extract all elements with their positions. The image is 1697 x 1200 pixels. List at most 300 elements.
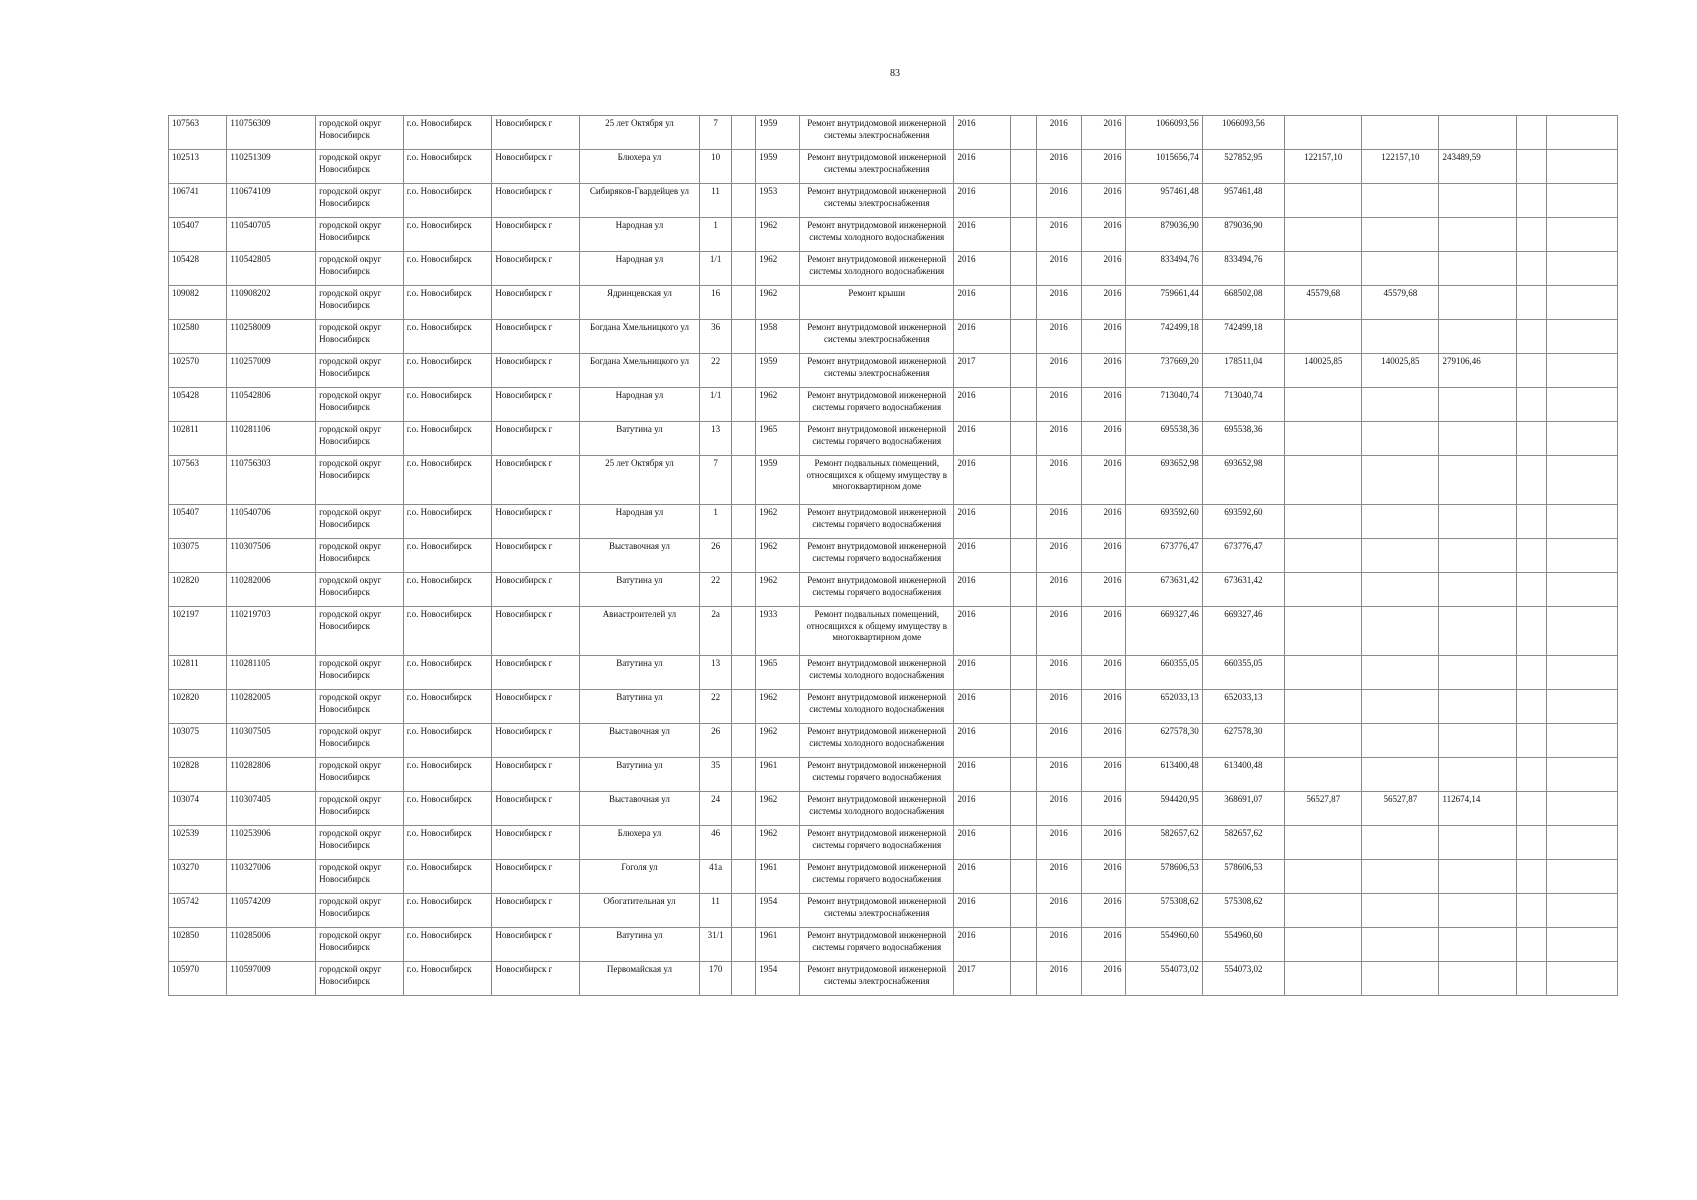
cell-street: Авиастроителей ул [579,607,699,656]
cell-record-id: 102539 [169,826,227,860]
cell-building [732,184,756,218]
cell-year-built: 1962 [756,286,800,320]
cell-work-type: Ремонт внутридомовой инженерной системы электроснабжения [800,184,954,218]
cell-year-built: 1962 [756,690,800,724]
cell-end-year: 2016 [1081,184,1125,218]
cell-start-year: 2016 [1036,962,1081,996]
cell-street: Блюхера ул [579,826,699,860]
cell-budget-share-b [1362,607,1439,656]
cell-record-id: 106741 [169,184,227,218]
cell-object-code: 110251309 [227,150,316,184]
cell-year-built: 1965 [756,422,800,456]
cell-year-built: 1959 [756,456,800,505]
cell-house-number: 7 [699,116,731,150]
table-row [169,539,1618,573]
cell-municipality: городской округ Новосибирск [316,456,404,505]
cell-municipality: городской округ Новосибирск [316,388,404,422]
cell-city: Новосибирск г [492,252,580,286]
cell-start-year: 2016 [1036,607,1081,656]
cell-settlement: г.о. Новосибирск [403,422,492,456]
cell-col-21 [1546,150,1617,184]
cell-col-12 [1010,656,1036,690]
cell-col-12 [1010,422,1036,456]
cell-object-code: 110756303 [227,456,316,505]
cell-year-built: 1959 [756,150,800,184]
cell-start-year: 2016 [1036,656,1081,690]
cell-end-year: 2016 [1081,573,1125,607]
cell-municipality: городской округ Новосибирск [316,724,404,758]
cell-settlement: г.о. Новосибирск [403,928,492,962]
cell-building [732,962,756,996]
cell-budget-share-b [1362,928,1439,962]
cell-settlement: г.о. Новосибирск [403,116,492,150]
cell-year-built: 1962 [756,792,800,826]
cell-end-year: 2016 [1081,656,1125,690]
cell-end-year: 2016 [1081,894,1125,928]
cell-plan-year: 2017 [954,354,1010,388]
cell-settlement: г.о. Новосибирск [403,758,492,792]
cell-work-type: Ремонт внутридомовой инженерной системы горячего водоснабжения [800,573,954,607]
cell-record-id: 107563 [169,456,227,505]
cell-street: Обогатительная ул [579,894,699,928]
cell-settlement: г.о. Новосибирск [403,894,492,928]
cell-fund-amount: 673776,47 [1202,539,1284,573]
cell-year-built: 1962 [756,505,800,539]
cell-building [732,388,756,422]
cell-year-built: 1961 [756,928,800,962]
cell-house-number: 41а [699,860,731,894]
cell-plan-year: 2016 [954,690,1010,724]
cell-settlement: г.о. Новосибирск [403,826,492,860]
table-row [169,320,1618,354]
cell-object-code: 110307405 [227,792,316,826]
cell-municipality: городской округ Новосибирск [316,286,404,320]
cell-settlement: г.о. Новосибирск [403,218,492,252]
cell-municipality: городской округ Новосибирск [316,758,404,792]
cell-col-12 [1010,252,1036,286]
cell-col-12 [1010,320,1036,354]
table-row [169,286,1618,320]
cell-col-21 [1546,456,1617,505]
cell-city: Новосибирск г [492,456,580,505]
repair-registry-table [168,115,1618,996]
table-row [169,860,1618,894]
cell-plan-year: 2016 [954,388,1010,422]
cell-budget-sum [1439,573,1516,607]
cell-end-year: 2016 [1081,505,1125,539]
cell-budget-share-b: 122157,10 [1362,150,1439,184]
cell-work-type: Ремонт внутридомовой инженерной системы холодного водоснабжения [800,690,954,724]
cell-budget-share-b [1362,758,1439,792]
cell-work-type: Ремонт внутридомовой инженерной системы электроснабжения [800,962,954,996]
cell-budget-share-b [1362,894,1439,928]
cell-street: Гоголя ул [579,860,699,894]
table-row [169,792,1618,826]
cell-street: 25 лет Октября ул [579,116,699,150]
cell-municipality: городской округ Новосибирск [316,690,404,724]
cell-work-type: Ремонт внутридомовой инженерной системы холодного водоснабжения [800,218,954,252]
cell-settlement: г.о. Новосибирск [403,607,492,656]
cell-fund-amount: 668502,08 [1202,286,1284,320]
cell-budget-share-b: 140025,85 [1362,354,1439,388]
cell-budget-share-b: 45579,68 [1362,286,1439,320]
cell-city: Новосибирск г [492,286,580,320]
cell-budget-share-b [1362,218,1439,252]
cell-street: Ватутина ул [579,422,699,456]
cell-work-type: Ремонт внутридомовой инженерной системы горячего водоснабжения [800,826,954,860]
page-number: 83 [890,68,900,79]
cell-col-20 [1516,116,1546,150]
table-row [169,758,1618,792]
cell-building [732,724,756,758]
cell-municipality: городской округ Новосибирск [316,826,404,860]
cell-record-id: 105970 [169,962,227,996]
cell-col-20 [1516,184,1546,218]
cell-budget-sum: 279106,46 [1439,354,1516,388]
cell-col-20 [1516,792,1546,826]
cell-record-id: 102570 [169,354,227,388]
cell-budget-share-a [1285,116,1362,150]
cell-municipality: городской округ Новосибирск [316,252,404,286]
cell-record-id: 107563 [169,116,227,150]
cell-plan-year: 2016 [954,252,1010,286]
cell-work-type: Ремонт внутридомовой инженерной системы горячего водоснабжения [800,388,954,422]
cell-col-12 [1010,962,1036,996]
cell-city: Новосибирск г [492,539,580,573]
cell-col-20 [1516,252,1546,286]
cell-col-21 [1546,116,1617,150]
cell-year-built: 1954 [756,962,800,996]
cell-object-code: 110574209 [227,894,316,928]
cell-house-number: 7 [699,456,731,505]
cell-plan-year: 2016 [954,505,1010,539]
cell-object-code: 110281106 [227,422,316,456]
cell-record-id: 105407 [169,218,227,252]
cell-city: Новосибирск г [492,826,580,860]
cell-col-12 [1010,218,1036,252]
cell-record-id: 102850 [169,928,227,962]
cell-municipality: городской округ Новосибирск [316,894,404,928]
cell-budget-share-a [1285,218,1362,252]
cell-city: Новосибирск г [492,656,580,690]
cell-col-20 [1516,690,1546,724]
cell-budget-sum [1439,388,1516,422]
cell-object-code: 110327006 [227,860,316,894]
cell-budget-share-b [1362,456,1439,505]
cell-start-year: 2016 [1036,456,1081,505]
cell-budget-share-a [1285,724,1362,758]
cell-col-21 [1546,388,1617,422]
cell-col-20 [1516,928,1546,962]
cell-record-id: 105742 [169,894,227,928]
cell-municipality: городской округ Новосибирск [316,573,404,607]
cell-house-number: 31/1 [699,928,731,962]
cell-work-type: Ремонт внутридомовой инженерной системы холодного водоснабжения [800,252,954,286]
cell-record-id: 103270 [169,860,227,894]
cell-end-year: 2016 [1081,690,1125,724]
cell-object-code: 110257009 [227,354,316,388]
cell-building [732,252,756,286]
cell-house-number: 1/1 [699,252,731,286]
cell-house-number: 46 [699,826,731,860]
cell-start-year: 2016 [1036,792,1081,826]
cell-budget-sum [1439,116,1516,150]
cell-work-type: Ремонт подвальных помещений, относящихся к общему имуществу в многоквартирном доме [800,456,954,505]
cell-building [732,320,756,354]
cell-budget-share-a [1285,690,1362,724]
cell-settlement: г.о. Новосибирск [403,656,492,690]
cell-object-code: 110282005 [227,690,316,724]
cell-start-year: 2016 [1036,320,1081,354]
cell-budget-sum [1439,286,1516,320]
cell-col-21 [1546,320,1617,354]
cell-record-id: 105407 [169,505,227,539]
cell-col-12 [1010,388,1036,422]
cell-end-year: 2016 [1081,320,1125,354]
cell-year-built: 1965 [756,656,800,690]
cell-start-year: 2016 [1036,690,1081,724]
cell-city: Новосибирск г [492,218,580,252]
cell-street: Народная ул [579,252,699,286]
cell-end-year: 2016 [1081,826,1125,860]
cell-col-21 [1546,252,1617,286]
cell-plan-year: 2016 [954,826,1010,860]
cell-record-id: 102811 [169,422,227,456]
cell-col-21 [1546,422,1617,456]
cell-total-cost: 879036,90 [1125,218,1202,252]
cell-municipality: городской округ Новосибирск [316,354,404,388]
cell-end-year: 2016 [1081,758,1125,792]
cell-end-year: 2016 [1081,252,1125,286]
cell-work-type: Ремонт внутридомовой инженерной системы электроснабжения [800,320,954,354]
cell-municipality: городской округ Новосибирск [316,860,404,894]
cell-work-type: Ремонт внутридомовой инженерной системы горячего водоснабжения [800,860,954,894]
cell-object-code: 110282006 [227,573,316,607]
table-row [169,928,1618,962]
cell-budget-sum [1439,962,1516,996]
cell-col-21 [1546,656,1617,690]
cell-year-built: 1961 [756,758,800,792]
cell-budget-share-b: 56527,87 [1362,792,1439,826]
cell-object-code: 110258009 [227,320,316,354]
cell-end-year: 2016 [1081,928,1125,962]
cell-street: Выставочная ул [579,724,699,758]
cell-total-cost: 673776,47 [1125,539,1202,573]
cell-start-year: 2016 [1036,826,1081,860]
cell-house-number: 2а [699,607,731,656]
cell-building [732,894,756,928]
table-row [169,252,1618,286]
cell-building [732,656,756,690]
cell-municipality: городской округ Новосибирск [316,320,404,354]
cell-budget-share-a: 56527,87 [1285,792,1362,826]
cell-building [732,758,756,792]
cell-total-cost: 957461,48 [1125,184,1202,218]
cell-street: Ватутина ул [579,690,699,724]
cell-year-built: 1959 [756,116,800,150]
cell-object-code: 110542806 [227,388,316,422]
cell-plan-year: 2016 [954,150,1010,184]
cell-settlement: г.о. Новосибирск [403,286,492,320]
table-row [169,218,1618,252]
cell-col-12 [1010,573,1036,607]
cell-fund-amount: 693592,60 [1202,505,1284,539]
table-row [169,656,1618,690]
cell-building [732,573,756,607]
cell-col-12 [1010,792,1036,826]
cell-object-code: 110756309 [227,116,316,150]
cell-building [732,150,756,184]
cell-col-21 [1546,218,1617,252]
cell-col-12 [1010,607,1036,656]
cell-year-built: 1962 [756,573,800,607]
cell-total-cost: 554073,02 [1125,962,1202,996]
table-row [169,724,1618,758]
cell-settlement: г.о. Новосибирск [403,792,492,826]
cell-col-12 [1010,928,1036,962]
cell-object-code: 110281105 [227,656,316,690]
cell-settlement: г.о. Новосибирск [403,505,492,539]
cell-building [732,690,756,724]
cell-budget-share-b [1362,388,1439,422]
cell-plan-year: 2016 [954,928,1010,962]
cell-building [732,218,756,252]
table-row [169,422,1618,456]
cell-street: 25 лет Октября ул [579,456,699,505]
cell-street: Выставочная ул [579,792,699,826]
cell-col-20 [1516,218,1546,252]
cell-start-year: 2016 [1036,505,1081,539]
cell-budget-share-b [1362,826,1439,860]
cell-street: Народная ул [579,505,699,539]
cell-start-year: 2016 [1036,116,1081,150]
cell-street: Народная ул [579,388,699,422]
table-row [169,388,1618,422]
cell-budget-share-a [1285,539,1362,573]
cell-fund-amount: 669327,46 [1202,607,1284,656]
cell-city: Новосибирск г [492,573,580,607]
cell-fund-amount: 957461,48 [1202,184,1284,218]
cell-year-built: 1962 [756,826,800,860]
cell-total-cost: 554960,60 [1125,928,1202,962]
cell-col-21 [1546,690,1617,724]
cell-total-cost: 669327,46 [1125,607,1202,656]
cell-budget-share-b [1362,422,1439,456]
cell-col-12 [1010,539,1036,573]
cell-building [732,286,756,320]
cell-total-cost: 695538,36 [1125,422,1202,456]
cell-city: Новосибирск г [492,116,580,150]
cell-settlement: г.о. Новосибирск [403,962,492,996]
cell-budget-share-b [1362,539,1439,573]
cell-house-number: 11 [699,894,731,928]
cell-settlement: г.о. Новосибирск [403,252,492,286]
cell-col-21 [1546,286,1617,320]
cell-end-year: 2016 [1081,792,1125,826]
cell-budget-sum [1439,860,1516,894]
cell-start-year: 2016 [1036,252,1081,286]
cell-fund-amount: 833494,76 [1202,252,1284,286]
cell-record-id: 103075 [169,724,227,758]
cell-house-number: 11 [699,184,731,218]
cell-work-type: Ремонт внутридомовой инженерной системы горячего водоснабжения [800,928,954,962]
cell-col-20 [1516,354,1546,388]
cell-house-number: 1/1 [699,388,731,422]
cell-fund-amount: 368691,07 [1202,792,1284,826]
cell-end-year: 2016 [1081,724,1125,758]
cell-col-20 [1516,320,1546,354]
cell-start-year: 2016 [1036,573,1081,607]
cell-start-year: 2016 [1036,539,1081,573]
cell-record-id: 105428 [169,252,227,286]
cell-budget-share-b [1362,320,1439,354]
cell-year-built: 1953 [756,184,800,218]
cell-plan-year: 2016 [954,218,1010,252]
cell-budget-share-a [1285,573,1362,607]
cell-plan-year: 2016 [954,758,1010,792]
cell-end-year: 2016 [1081,116,1125,150]
cell-house-number: 13 [699,656,731,690]
cell-work-type: Ремонт внутридомовой инженерной системы электроснабжения [800,894,954,928]
cell-street: Блюхера ул [579,150,699,184]
cell-fund-amount: 582657,62 [1202,826,1284,860]
cell-budget-share-a [1285,422,1362,456]
cell-street: Богдана Хмельницкого ул [579,354,699,388]
cell-settlement: г.о. Новосибирск [403,320,492,354]
table-row [169,116,1618,150]
cell-street: Народная ул [579,218,699,252]
cell-budget-share-a [1285,860,1362,894]
cell-plan-year: 2016 [954,116,1010,150]
cell-budget-share-a [1285,184,1362,218]
cell-plan-year: 2016 [954,573,1010,607]
cell-budget-sum [1439,252,1516,286]
cell-fund-amount: 652033,13 [1202,690,1284,724]
cell-settlement: г.о. Новосибирск [403,539,492,573]
cell-work-type: Ремонт подвальных помещений, относящихся к общему имуществу в многоквартирном доме [800,607,954,656]
cell-municipality: городской округ Новосибирск [316,792,404,826]
table-row [169,184,1618,218]
cell-house-number: 1 [699,505,731,539]
cell-house-number: 22 [699,573,731,607]
cell-fund-amount: 627578,30 [1202,724,1284,758]
cell-city: Новосибирск г [492,860,580,894]
cell-budget-share-b [1362,505,1439,539]
cell-col-12 [1010,354,1036,388]
cell-end-year: 2016 [1081,456,1125,505]
cell-col-21 [1546,184,1617,218]
cell-col-21 [1546,539,1617,573]
cell-object-code: 110597009 [227,962,316,996]
cell-object-code: 110674109 [227,184,316,218]
cell-object-code: 110219703 [227,607,316,656]
cell-budget-sum [1439,758,1516,792]
cell-plan-year: 2016 [954,184,1010,218]
cell-work-type: Ремонт крыши [800,286,954,320]
cell-total-cost: 578606,53 [1125,860,1202,894]
cell-fund-amount: 695538,36 [1202,422,1284,456]
cell-total-cost: 833494,76 [1125,252,1202,286]
cell-record-id: 102197 [169,607,227,656]
cell-fund-amount: 713040,74 [1202,388,1284,422]
cell-col-20 [1516,860,1546,894]
cell-budget-sum [1439,656,1516,690]
table-row [169,894,1618,928]
cell-start-year: 2016 [1036,184,1081,218]
cell-plan-year: 2016 [954,607,1010,656]
cell-start-year: 2016 [1036,286,1081,320]
cell-end-year: 2016 [1081,422,1125,456]
